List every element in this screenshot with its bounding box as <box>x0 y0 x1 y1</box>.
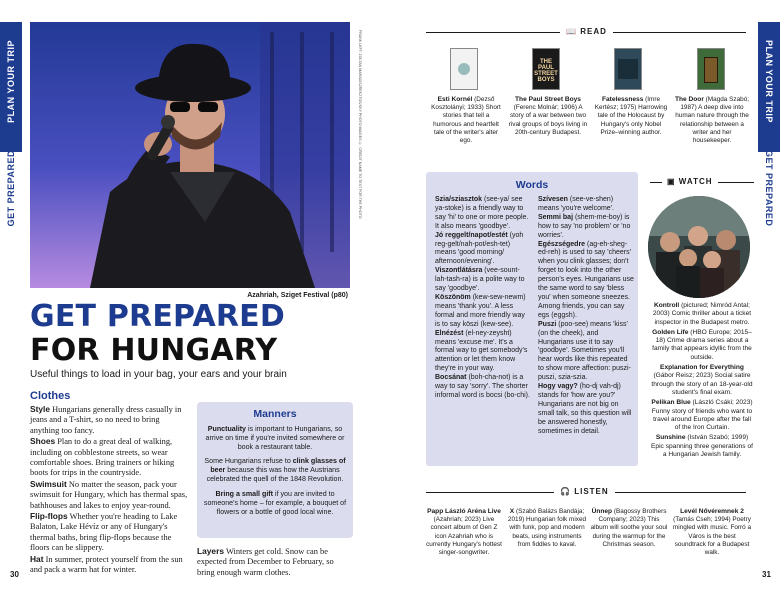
right-tab-plan: PLAN YOUR TRIP <box>764 40 774 123</box>
word-entry: Puszi (poo-see) means 'kiss' (on the cheek), and Hungarians use it to say 'goodbye'. Sometimes you'll hear words like this repeated to show more affection: puszi-puszi, szia-szia. <box>538 320 631 382</box>
book-fatelessness: Fatelessness (Imre Kertész; 1975) Harrowing tale of the Holocaust by Hungary's only Nobel Prize–winning author. <box>594 96 668 136</box>
listen-item: X (Szabó Balázs Bandája; 2019) Hungarian folk mixed with funk, pop and modern beats, using instruments from fiddles to kaval. <box>507 508 587 548</box>
word-entry: Semmi baj (shem-me-boy) is how to say 'no problem' or 'no worries'. <box>538 213 631 239</box>
clothes-heading: Clothes <box>30 390 71 402</box>
clothes-item: Shoes Plan to do a great deal of walking, including on cobblestone streets, so wear comfortable shoes. Bring trainers or hiking boots for trips in the countryside. <box>30 436 175 478</box>
word-entry: Viszontlátásra (vee-sount-lah-tash-ra) is a polite way to say 'goodbye'. <box>435 267 525 293</box>
watch-heading: ▣ WATCH <box>662 177 718 186</box>
watch-item: Explanation for Everything (Gábor Reisz; 2023) Social satire through the story of an 18-year-old student's final exam. <box>651 364 753 396</box>
book-cover-paul-street: THE PAUL STREET BOYS <box>532 48 560 90</box>
read-heading: 📖 READ <box>560 27 613 36</box>
watch-item: Sunshine (István Szabó; 1999) Epic spanning three generations of a Hungarian Jewish family. <box>651 434 753 459</box>
word-entry: Egészségedre (ag-eh-sheg-ed-reh) is used to say 'cheers' when you clink glasses; don't forget to look into the other person's eyes. Hungarians use the same word to say 'bless you' when someone sneezes. Among friends, you can say egs (eggsh). <box>538 240 634 319</box>
manners-clink: Some Hungarians refuse to clink glasses of beer because this was how the Austrians celebrated the quell of the 1848 Revolution. <box>204 457 346 484</box>
listen-item: Ünnep (Bagossy Brothers Company; 2023) This album will soothe your soul during the warmup for the Christmas season. <box>590 508 668 548</box>
manners-punctuality: Punctuality is important to Hungarians, so arrive on time if you're invited somewhere or book a restaurant table. <box>205 425 345 452</box>
word-entry: Bocsánat (boh-cha-not) is a way to say 'sorry'. The shorter informal word is bocsi (bo-chi). <box>435 374 530 399</box>
kontroll-still <box>648 196 750 298</box>
layers-item: Layers Winters get cold. Snow can be expected from December to February, so bring enough warm clothes. <box>197 546 334 577</box>
clothes-item: Flip-flops Whether you're heading to Lake Balaton, Lake Hévíz or any of Hungary's thermal baths, bring flip-flops because the floors can be slippery. <box>30 511 178 553</box>
page-subtitle: Useful things to load in your bag, your ears and your brain <box>30 369 287 380</box>
manners-text <box>197 425 353 517</box>
clothes-item: Swimsuit No matter the season, pack your swimsuit for Hungary, which has thermal spas, bathhouses and lakes to enjoy year-round. <box>30 478 188 510</box>
watch-item: Pelikan Blue (László Csáki; 2023) Funny story of friends who want to travel around Europe after the fall of the Iron Curtain. <box>651 399 753 432</box>
listen-heading: 🎧 LISTEN <box>554 487 615 496</box>
words-column-1 <box>435 196 531 401</box>
watch-item: Kontroll (pictured; Nimród Antal; 2003) Comic thriller about a ticket inspector in the Budapest metro. <box>652 302 752 326</box>
word-entry: Szia/sziasztok (see-ya/ see ya-stoke) is a friendly way to say 'hi' to one or more people. It also means 'goodbye'. <box>435 196 529 230</box>
page-title-line1: GET PREPARED <box>30 299 285 334</box>
clothes-item: Hat In summer, protect yourself from the sun and pack a warm hat for winter. <box>30 553 183 575</box>
listen-item: Papp László Aréna Live (Azahriah; 2023) Live concert album of Gen Z icon Azahriah who is currently Hungary's hottest singer-songwriter. <box>426 508 502 557</box>
photo-caption: Azahriah, Sziget Festival (p80) <box>247 292 348 299</box>
word-entry: Hogy vagy? (ho-dj vah-dj) stands for 'how are you?' Hungarians are not big on small talk, so this question will be answered honestly, sometimes in detail. <box>538 383 632 435</box>
left-tab-get: GET PREPARED <box>6 150 16 227</box>
right-tab-get: GET PREPARED <box>764 150 774 227</box>
clothes-column <box>30 404 190 576</box>
book-icon: 📖 <box>566 27 577 36</box>
right-side-tab <box>758 0 780 600</box>
word-entry: Jó reggelt/napot/estét (yoh reg-gelt/nah-pot/esh-tet) means 'good morning/ afternoon/evening'. <box>435 231 524 266</box>
page-number-right: 31 <box>762 570 771 579</box>
group-photo <box>648 196 750 298</box>
clothes-item: Style Hungarians generally dress casually in jeans and a T-shirt, so no need to bring anything too fancy. <box>30 404 182 435</box>
watch-list <box>650 302 754 459</box>
word-entry: Elnézést (el-ney-zeysht) means 'excuse me'. It's a formal way to get somebody's attention or let them know they're in your way. <box>435 329 528 373</box>
book-cover-door <box>697 48 725 90</box>
book-paul-street: The Paul Street Boys (Ferenc Molnár; 1906) A story of a war between two rival groups of boys living in 20th-century Budapest. <box>508 96 588 136</box>
left-side-tab <box>0 0 22 600</box>
listen-item: Levél Nővéremnek 2 (Tamás Cseh; 1994) Poetry mingled with music. Forró a Város is the best soundtrack for a Budapest walk. <box>672 508 752 557</box>
singer-illustration <box>30 22 350 288</box>
watch-item: Golden Life (HBO Europe; 2015–18) Crime drama series about a family that appears idyllic from the outside. <box>652 328 752 361</box>
photo-credit: FRANK LEFT: ZOLTAN MARADISZREKZTOS/SKY PHOTO IMAGES ©, CREDIT NAME TO TEXT FOR THE PHOTO <box>358 30 362 219</box>
manners-heading: Manners <box>253 408 297 420</box>
words-box <box>426 172 638 466</box>
page-title-line2: FOR HUNGARY <box>30 333 278 368</box>
headphones-icon: 🎧 <box>560 487 571 496</box>
tv-icon: ▣ <box>667 177 676 186</box>
words-column-2 <box>538 196 634 436</box>
manners-gift: Bring a small gift if you are invited to someone's home – for example, a bouquet of flowers or a bottle of good local wine. <box>203 489 347 516</box>
concert-photo <box>30 22 350 288</box>
word-entry: Köszönöm (kew-sew-newm) means 'thank you'. A less formal and more friendly way is to say köszi (kew-see). <box>435 293 526 328</box>
page-number-left: 30 <box>10 570 19 579</box>
book-cover-esti <box>450 48 478 90</box>
word-entry: Szívesen (see-ve-shen) means 'you're welcome'. <box>538 196 614 212</box>
left-tab-plan: PLAN YOUR TRIP <box>6 40 16 123</box>
manners-box <box>197 402 353 538</box>
book-esti: Esti Kornél (Dezső Kosztolányi; 1933) Short stories that tell a humorous and heartfelt tale of the writer's alter ego. <box>431 96 501 145</box>
book-door: The Door (Magda Szabó; 1987) A deep dive into human nature through the relationship between a writer and her housekeeper. <box>674 96 750 145</box>
words-heading: Words <box>515 179 549 191</box>
book-cover-fatelessness <box>614 48 642 90</box>
